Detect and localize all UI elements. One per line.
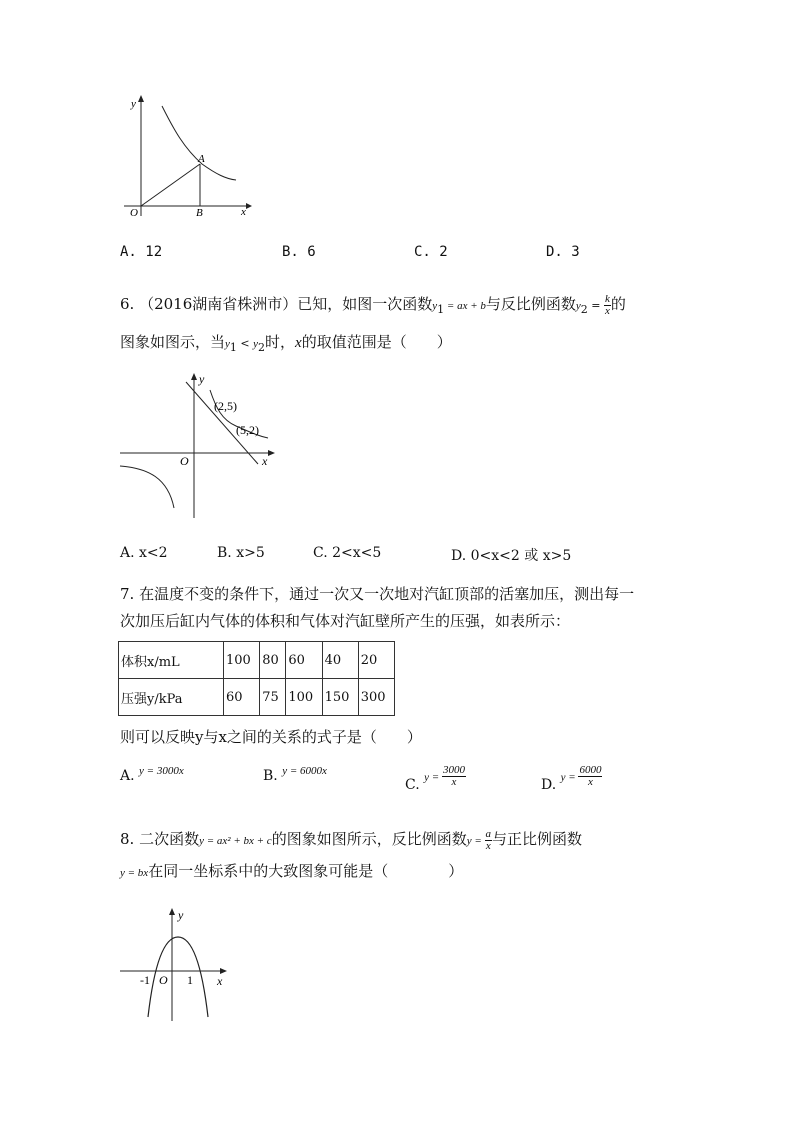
q7-row2-cell: 300 xyxy=(358,679,394,716)
q7-row1-cell: 60 xyxy=(286,642,322,679)
q5-option-a: A. 12 xyxy=(120,244,163,260)
q6-cond-lt: < xyxy=(236,337,254,350)
q7-option-c-fraction xyxy=(442,765,466,788)
q5-label-y: y xyxy=(131,98,136,110)
q6-fraction xyxy=(604,294,611,317)
table-row xyxy=(119,642,395,679)
q5-option-c: C. 2 xyxy=(414,244,448,260)
q6-frac-den: x xyxy=(605,304,610,317)
q7-option-d-fraction xyxy=(578,765,602,788)
q7-option-d-den: x xyxy=(588,776,593,788)
q6-option-d: D. 0<x<2 或 x>5 xyxy=(451,548,572,564)
q6-point-2: (5,2) xyxy=(236,423,259,437)
q7-table xyxy=(118,641,395,716)
q6-l2-prefix: 图象如图示，当 xyxy=(120,333,226,351)
q7-option-a-label: A. xyxy=(120,768,135,784)
q6-l2-suffix1: 时， xyxy=(265,333,296,351)
q6-y2: y xyxy=(575,300,581,312)
q6-linear-expr: = ax + b xyxy=(444,300,486,312)
q5-option-b: B. 6 xyxy=(282,244,316,260)
q6-eq: = xyxy=(587,299,605,312)
q8-recip-lhs: y = xyxy=(466,835,485,847)
q7-option-d-lhs: y = xyxy=(560,771,579,784)
q7-row1-header: 体积x/mL xyxy=(119,642,224,679)
q8-tick-neg1: -1 xyxy=(140,973,150,987)
q7-option-b-label: B. xyxy=(263,768,278,784)
q5-option-d: D. 3 xyxy=(546,244,580,260)
q6-cond-y1: y xyxy=(225,338,230,350)
q8-prefix: 8. 二次函数 xyxy=(120,830,200,848)
q7-question: 则可以反映y与x之间的关系的式子是（ ） xyxy=(120,728,422,746)
q6-point-1: (2,5) xyxy=(214,399,237,413)
q7-option-a-expr: y = 3000x xyxy=(139,765,184,777)
q6-cond-y2: y xyxy=(253,338,259,350)
q8-parabola xyxy=(148,937,208,1017)
q6-y-arrow xyxy=(191,373,197,380)
q5-label-a: A xyxy=(198,153,205,165)
q7-option-d-num: 6000 xyxy=(579,764,602,776)
q8-tick-1: 1 xyxy=(187,973,193,987)
q8-y-arrow xyxy=(169,908,175,915)
q6-label-y: y xyxy=(199,372,205,386)
q5-segment-oa xyxy=(141,164,200,206)
table-row xyxy=(119,679,395,716)
q6-prefix: 6. （2016湖南省株洲市）已知，如图一次函数 xyxy=(120,295,433,313)
q6-line-1 xyxy=(120,290,626,324)
q6-y1-sub: 1 xyxy=(437,303,445,316)
q7-row1-cell: 80 xyxy=(260,642,286,679)
q7-row1-cell: 20 xyxy=(358,642,394,679)
q6-label-x: x xyxy=(262,454,268,468)
q7-option-c xyxy=(405,764,466,793)
q6-y1: y xyxy=(432,300,438,312)
q7-option-b xyxy=(263,765,327,784)
q5-label-x: x xyxy=(241,206,246,218)
q6-cond-sub2: 2 xyxy=(258,341,266,354)
q7-option-d xyxy=(541,764,602,793)
q8-label-o: O xyxy=(159,973,168,987)
q8-recip-den: x xyxy=(485,839,491,852)
q8-recip-fraction xyxy=(485,829,493,852)
q6-y2-sub: 2 xyxy=(580,303,588,316)
q6-suffix: 的 xyxy=(610,295,626,313)
q6-l2-suffix2: 的取值范围是（ ） xyxy=(301,333,452,351)
q7-row1-cell: 100 xyxy=(224,642,260,679)
q7-option-c-lhs: y = xyxy=(424,771,442,784)
q8-figure xyxy=(118,905,238,1025)
q5-label-b: B xyxy=(196,207,203,219)
q6-option-c: C. 2<x<5 xyxy=(313,545,382,561)
q7-option-b-expr: y = 6000x xyxy=(282,765,327,777)
q6-x-arrow xyxy=(268,450,275,456)
q8-label-x: x xyxy=(217,974,223,988)
q5-y-arrow xyxy=(138,95,144,102)
q8-line-1 xyxy=(120,826,582,854)
q5-x-arrow xyxy=(246,203,252,209)
q8-quadratic-expr: y = ax² + bx + c xyxy=(199,835,272,847)
q7-line-1: 7. 在温度不变的条件下，通过一次又一次地对汽缸顶部的活塞加压，测出每一 xyxy=(120,585,635,603)
q6-label-o: O xyxy=(180,454,189,468)
q6-hyperbola-q3 xyxy=(120,466,174,508)
q7-option-d-label: D. xyxy=(541,776,557,793)
q8-label-y: y xyxy=(178,908,184,922)
q7-row2-cell: 150 xyxy=(322,679,358,716)
q7-row2-cell: 60 xyxy=(224,679,260,716)
q8-line-2 xyxy=(120,860,463,881)
q7-option-c-label: C. xyxy=(405,776,420,793)
q6-cond-sub1: 1 xyxy=(229,341,237,354)
q6-mid: 与反比例函数 xyxy=(485,295,576,313)
q6-option-a: A. x<2 xyxy=(120,545,168,561)
q7-line-2: 次加压后缸内气体的体积和气体对汽缸壁所产生的压强，如表所示： xyxy=(120,612,571,630)
q6-figure xyxy=(118,368,283,523)
q7-row1-cell: 40 xyxy=(322,642,358,679)
q8-linear-expr: y = bx xyxy=(120,867,149,879)
q7-row2-cell: 75 xyxy=(260,679,286,716)
q5-hyperbola xyxy=(162,106,236,180)
q7-option-a xyxy=(120,765,184,784)
q7-row2-header: 压强y/kPa xyxy=(119,679,224,716)
q7-option-c-num: 3000 xyxy=(442,764,465,776)
q8-suffix: 与正比例函数 xyxy=(492,830,583,848)
q8-l2-suffix: 在同一坐标系中的大致图象可能是（ ） xyxy=(148,862,464,880)
q6-line-2 xyxy=(120,330,452,360)
q6-frac-num: k xyxy=(605,292,610,305)
q6-option-b: B. x>5 xyxy=(217,545,265,561)
q6-l2-x: x xyxy=(295,335,302,351)
q7-option-c-den: x xyxy=(451,776,457,788)
q7-row2-cell: 100 xyxy=(286,679,322,716)
q5-label-o: O xyxy=(130,207,138,219)
q8-recip-num: a xyxy=(485,827,492,840)
q5-figure xyxy=(112,90,257,225)
q8-mid: 的图象如图所示，反比例函数 xyxy=(271,830,467,848)
